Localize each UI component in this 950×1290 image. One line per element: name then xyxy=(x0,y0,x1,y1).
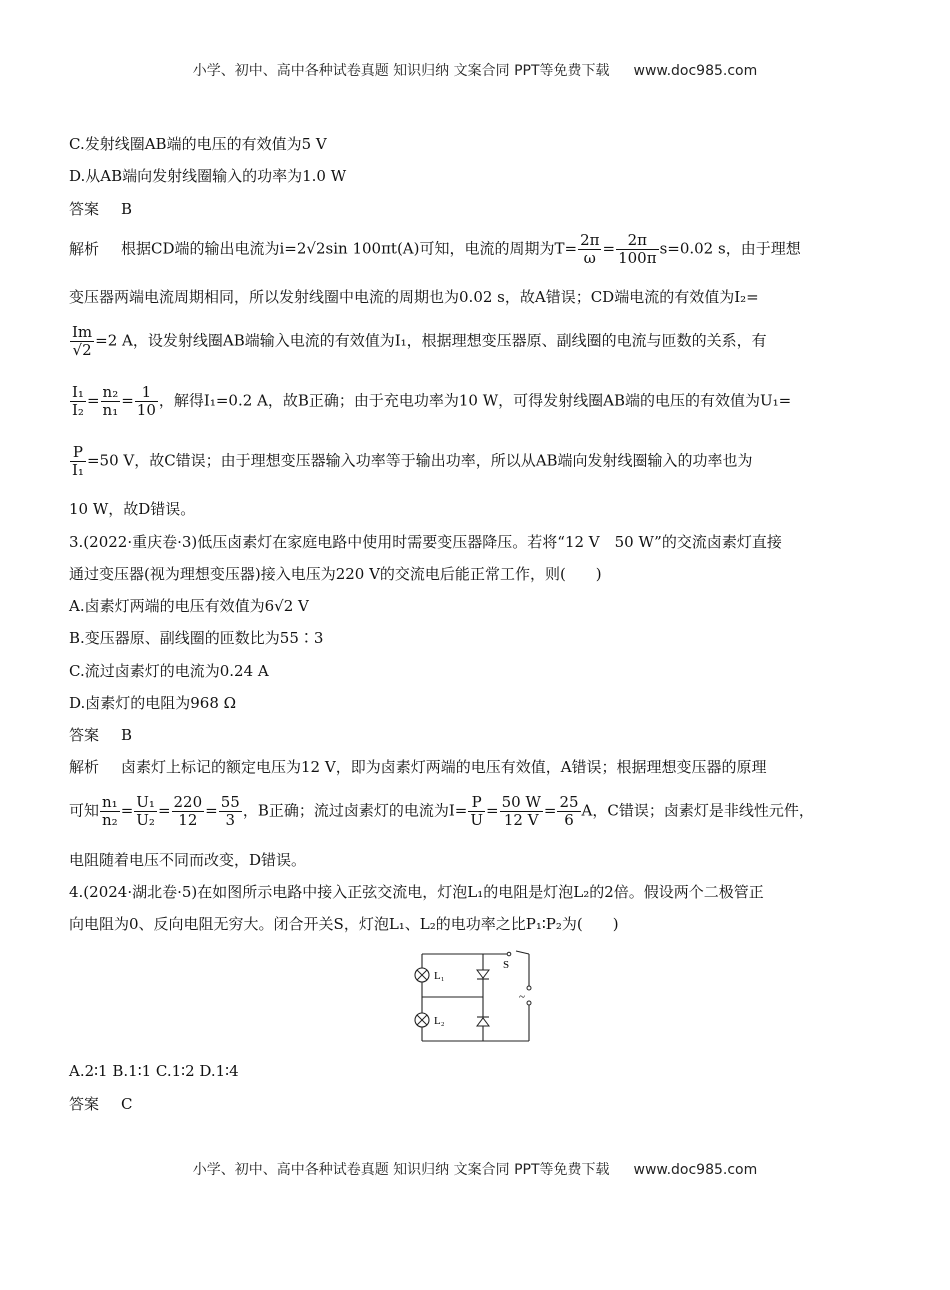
answer-value: B xyxy=(121,200,133,218)
lamp-l1-icon xyxy=(415,968,429,982)
q2-analysis-line-2: 变压器两端电流周期相同，所以发射线圈中电流的周期也为0.02 s，故A错误；CD端电流的有效值为I₂= xyxy=(69,288,759,306)
q3-stem-2: 通过变压器(视为理想变压器)接入电压为220 V的交流电后能正常工作，则( ) xyxy=(69,565,602,583)
fraction: $\frac{1}{10}$ xyxy=(136,383,156,419)
q4-options: A.2∶1 B.1∶1 C.1∶2 D.1∶4 xyxy=(69,1062,239,1080)
fraction: $\frac{2\pi}{\omega}$ xyxy=(580,231,600,267)
terminal-icon xyxy=(527,986,531,990)
analysis-text: 根据CD端的输出电流为i=2√2sin 100πt(A)可知，电流的周期为T= xyxy=(121,239,578,258)
q3-analysis-line-3: 电阻随着电压不同而改变，D错误。 xyxy=(69,851,307,869)
footer-site[interactable]: www.doc985.com xyxy=(633,1162,758,1178)
q3-stem-1: 3.(2022·重庆卷·3)低压卤素灯在家庭电路中使用时需要变压器降压。若将“12 V 50 W”的交流卤素灯直接 xyxy=(69,533,782,551)
q2-analysis-line-1: 解析 根据CD端的输出电流为i=2√2sin 100πt(A)可知，电流的周期为T= $\frac{2\pi}{\omega}$ = $\frac{2\pi}{100\pi}$ s=0.02 s，由于理想 xyxy=(69,231,801,267)
diode-lower-icon xyxy=(477,1017,489,1026)
q4-stem-1: 4.(2024·湖北卷·5)在如图所示电路中接入正弦交流电，灯泡L₁的电阻是灯泡L₂的2倍。假设两个二极管正 xyxy=(69,883,764,901)
fraction: $\frac{\text{n₁}}{\text{n₂}}$ xyxy=(102,793,118,829)
answer-value: C xyxy=(121,1095,133,1113)
label-ac: ~ xyxy=(519,991,525,1003)
analysis-text: =2 A，设发射线圈AB端输入电流的有效值为I₁，根据理想变压器原、副线圈的电流与匝数的关系，有 xyxy=(95,331,767,350)
fraction: $\frac{2\pi}{100\pi}$ xyxy=(618,231,657,267)
fraction: $\frac{55}{3}$ xyxy=(220,793,240,829)
analysis-text: ，解得I₁=0.2 A，故B正确；由于充电功率为10 W，可得发射线圈AB端的电压的有效值为U₁= xyxy=(158,391,792,410)
switch-contact-icon xyxy=(507,952,511,956)
analysis-label: 解析 xyxy=(69,758,100,776)
label-l1: L₁ xyxy=(434,970,445,982)
fraction: $\frac{25}{6}$ xyxy=(559,793,579,829)
analysis-label: 解析 xyxy=(69,239,100,258)
q2-analysis-line-3 xyxy=(69,324,767,359)
q3-answer xyxy=(69,725,132,745)
q3-analysis-line-1 xyxy=(69,757,767,777)
q4-stem-2: 向电阻为0、反向电阻无穷大。闭合开关S，灯泡L₁、L₂的电功率之比P₁∶P₂为( ) xyxy=(69,915,619,933)
q2-analysis-line-6: 10 W，故D错误。 xyxy=(69,500,196,518)
q2-analysis-line-5 xyxy=(69,444,753,479)
diode-upper-icon xyxy=(477,970,489,979)
header-site[interactable]: www.doc985.com xyxy=(633,63,758,79)
label-l2: L₂ xyxy=(434,1015,445,1027)
fraction: $\frac{P}{\text{I₁}}$ xyxy=(72,443,84,479)
lamp-l2-icon xyxy=(415,1013,429,1027)
answer-label: 答案 xyxy=(69,1095,100,1113)
q3-option-d: D.卤素灯的电阻为968 Ω xyxy=(69,694,237,712)
analysis-text: ，B正确；流过卤素灯的电流为I= xyxy=(242,801,468,820)
q2-option-d: D.从AB端向发射线圈输入的功率为1.0 W xyxy=(69,167,347,185)
page-header xyxy=(0,60,950,80)
answer-value: B xyxy=(121,726,133,744)
q2-analysis-line-4: $\frac{\text{I₁}}{\text{I₂}}$ = $\frac{\text{n₂}}{\text{n₁}}$ = $\frac{1}{10}$ ，解得I₁=0.2 A，故B正确；由于充电功率为10 W，可得发射线圈AB端的电压的有效值为U₁= xyxy=(72,383,792,419)
q4-answer xyxy=(69,1094,132,1114)
q3-analysis-line-2: 可知 $\frac{\text{n₁}}{\text{n₂}}$ = $\frac{\text{U₁}}{\text{U₂}}$ = $\frac{220}{12}$ = $\frac{55}{3}$ ，B正确；流过卤素灯的电流为I= $\frac{P}{U}$ = $\frac{50 W}{12 V}$ = $\frac{25}{6}$ A，C错误；卤素灯是非线性元件， xyxy=(69,793,814,829)
q3-option-b: B.变压器原、副线圈的匝数比为55∶3 xyxy=(69,629,324,647)
answer-label: 答案 xyxy=(69,200,100,218)
footer-title: 小学、初中、高中各种试卷真题 知识归纳 文案合同 PPT等免费下载 xyxy=(192,1162,610,1178)
q3-option-c: C.流过卤素灯的电流为0.24 A xyxy=(69,662,269,680)
fraction: $\frac{\text{U₁}}{\text{U₂}}$ xyxy=(136,793,155,829)
analysis-text: 可知 xyxy=(69,801,100,820)
circuit-diagram xyxy=(405,946,550,1048)
header-title: 小学、初中、高中各种试卷真题 知识归纳 文案合同 PPT等免费下载 xyxy=(192,63,610,79)
fraction: $\frac{\text{I₁}}{\text{I₂}}$ xyxy=(72,383,84,419)
fraction: $\frac{50 W}{12 V}$ xyxy=(501,793,541,829)
fraction: $\frac{P}{U}$ xyxy=(470,793,484,829)
answer-label: 答案 xyxy=(69,726,100,744)
q2-answer xyxy=(69,199,132,219)
fraction: $\frac{\text{n₂}}{\text{n₁}}$ xyxy=(102,383,119,419)
analysis-text: s=0.02 s，由于理想 xyxy=(659,239,801,258)
fraction: $\frac{220}{12}$ xyxy=(173,793,203,829)
q3-option-a: A.卤素灯两端的电压有效值为6√2 V xyxy=(69,597,309,615)
fraction: $\frac{Im}{√2}$ xyxy=(72,323,93,359)
analysis-text: =50 V，故C错误；由于理想变压器输入功率等于输出功率，所以从AB端向发射线圈输入的功率也为 xyxy=(86,451,753,470)
page-footer xyxy=(0,1159,950,1179)
terminal-icon xyxy=(527,1001,531,1005)
analysis-text: 卤素灯上标记的额定电压为12 V，即为卤素灯两端的电压有效值，A错误；根据理想变压器的原理 xyxy=(121,758,767,776)
q2-option-c: C.发射线圈AB端的电压的有效值为5 V xyxy=(69,135,327,153)
analysis-text: A，C错误；卤素灯是非线性元件， xyxy=(581,801,814,820)
label-switch: S xyxy=(503,959,510,971)
